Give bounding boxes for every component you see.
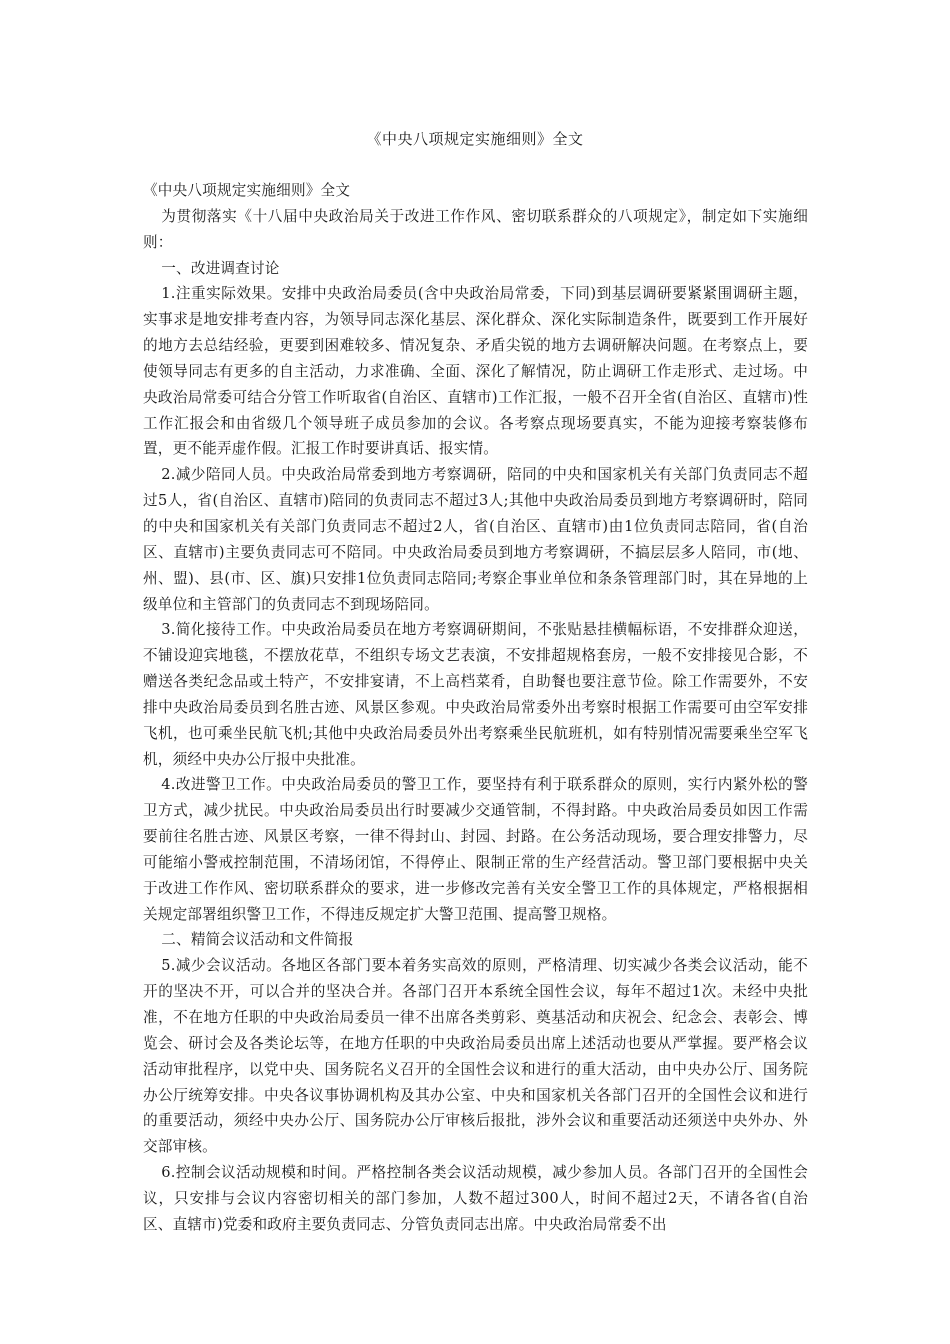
paragraph: 2.减少陪同人员。中央政治局常委到地方考察调研，陪同的中央和国家机关有关部门负责同志不超过5人，省(自治区、直辖市)陪同的负责同志不超过3人;其他中央政治局委员到地方考察调研时，陪同的中央和国家机关有关部门负责同志不超过2人，省(自治区、直辖市)由1位负责同志陪同，省(自治区、直辖市)主要负责同志可不陪同。中央政治局委员到地方考察调研，不搞层层多人陪同，市(地、州、盟)、县(市、区、旗)只安排1位负责同志陪同;考察企事业单位和条条管理部门时，其在异地的上级单位和主管部门的负责同志不到现场陪同。	[143, 466, 808, 613]
document-body	[143, 178, 808, 1238]
document-title: 《中央八项规定实施细则》全文	[366, 130, 584, 148]
paragraph: 6.控制会议活动规模和时间。严格控制各类会议活动规模，减少参加人员。各部门召开的全国性会议，只安排与会议内容密切相关的部门参加，人数不超过300人，时间不超过2天，不请各省(自治区、直辖市)党委和政府主要负责同志、分管负责同志出席。中央政治局常委不出	[143, 1164, 808, 1233]
body-header: 《中央八项规定实施细则》全文	[143, 182, 351, 199]
section-heading: 二、精简会议活动和文件简报	[161, 931, 354, 949]
paragraph: 1.注重实际效果。安排中央政治局委员(含中央政治局常委，下同)到基层调研要紧紧围调研主题，实事求是地安排考查内容，为领导同志深化基层、深化群众、深化实际制造条件，既要到工作开展好的地方去总结经验，更要到困难较多、情况复杂、矛盾尖锐的地方去调研解决问题。在考察点上，要使领导同志有更多的自主活动，力求准确、全面、深化了解情况，防止调研工作走形式、走过场。中央政治局常委可结合分管工作听取省(自治区、直辖市)工作汇报，一般不召开全省(自治区、直辖市)性工作汇报会和由省级几个领导班子成员参加的会议。各考察点现场要真实，不能为迎接考察装修布置，更不能弄虚作假。汇报工作时要讲真话、报实情。	[143, 285, 808, 458]
paragraph: 5.减少会议活动。各地区各部门要本着务实高效的原则，严格清理、切实减少各类会议活动，能不开的坚决不开，可以合并的坚决合并。各部门召开本系统全国性会议，每年不超过1次。未经中央批准，不在地方任职的中央政治局委员一律不出席各类剪彩、奠基活动和庆祝会、纪念会、表彰会、博览会、研讨会及各类论坛等，在地方任职的中央政治局委员出席上述活动也要从严掌握。要严格会议活动审批程序，以党中央、国务院名义召开的全国性会议和进行的重大活动，由中央办公厅、国务院办公厅统筹安排。中央各议事协调机构及其办公室、中央和国家机关各部门召开的全国性会议和进行的重要活动，须经中央办公厅、国务院办公厅审核后报批，涉外会议和重要活动还须送中央外办、外交部审核。	[143, 957, 808, 1156]
intro-paragraph: 为贯彻落实《十八届中央政治局关于改进工作作风、密切联系群众的八项规定》，制定如下实施细则：	[143, 207, 808, 251]
section-heading: 一、改进调查讨论	[161, 259, 280, 277]
paragraph: 4.改进警卫工作。中央政治局委员的警卫工作，要坚持有利于联系群众的原则，实行内紧外松的警卫方式，减少扰民。中央政治局委员出行时要减少交通管制，不得封路。中央政治局委员如因工作需要前往名胜古迹、风景区考察，一律不得封山、封园、封路。在公务活动现场，要合理安排警力，尽可能缩小警戒控制范围，不清场闭馆，不得停止、限制正常的生产经营活动。警卫部门要根据中央关于改进工作作风、密切联系群众的要求，进一步修改完善有关安全警卫工作的具体规定，严格根据相关规定部署组织警卫工作，不得违反规定扩大警卫范围、提高警卫规格。	[143, 776, 808, 923]
paragraph: 3.简化接待工作。中央政治局委员在地方考察调研期间，不张贴悬挂横幅标语，不安排群众迎送，不铺设迎宾地毯，不摆放花草，不组织专场文艺表演，不安排超规格套房，一般不安排接见合影，不赠送各类纪念品或土特产，不安排宴请，不上高档菜肴，自助餐也要注意节俭。除工作需要外，不安排中央政治局委员到名胜古迹、风景区参观。中央政治局常委外出考察时根据工作需要可由空军安排飞机，也可乘坐民航飞机;其他中央政治局委员外出考察乘坐民航班机，如有特别情况需要乘坐空军飞机，须经中央办公厅报中央批准。	[143, 621, 808, 768]
